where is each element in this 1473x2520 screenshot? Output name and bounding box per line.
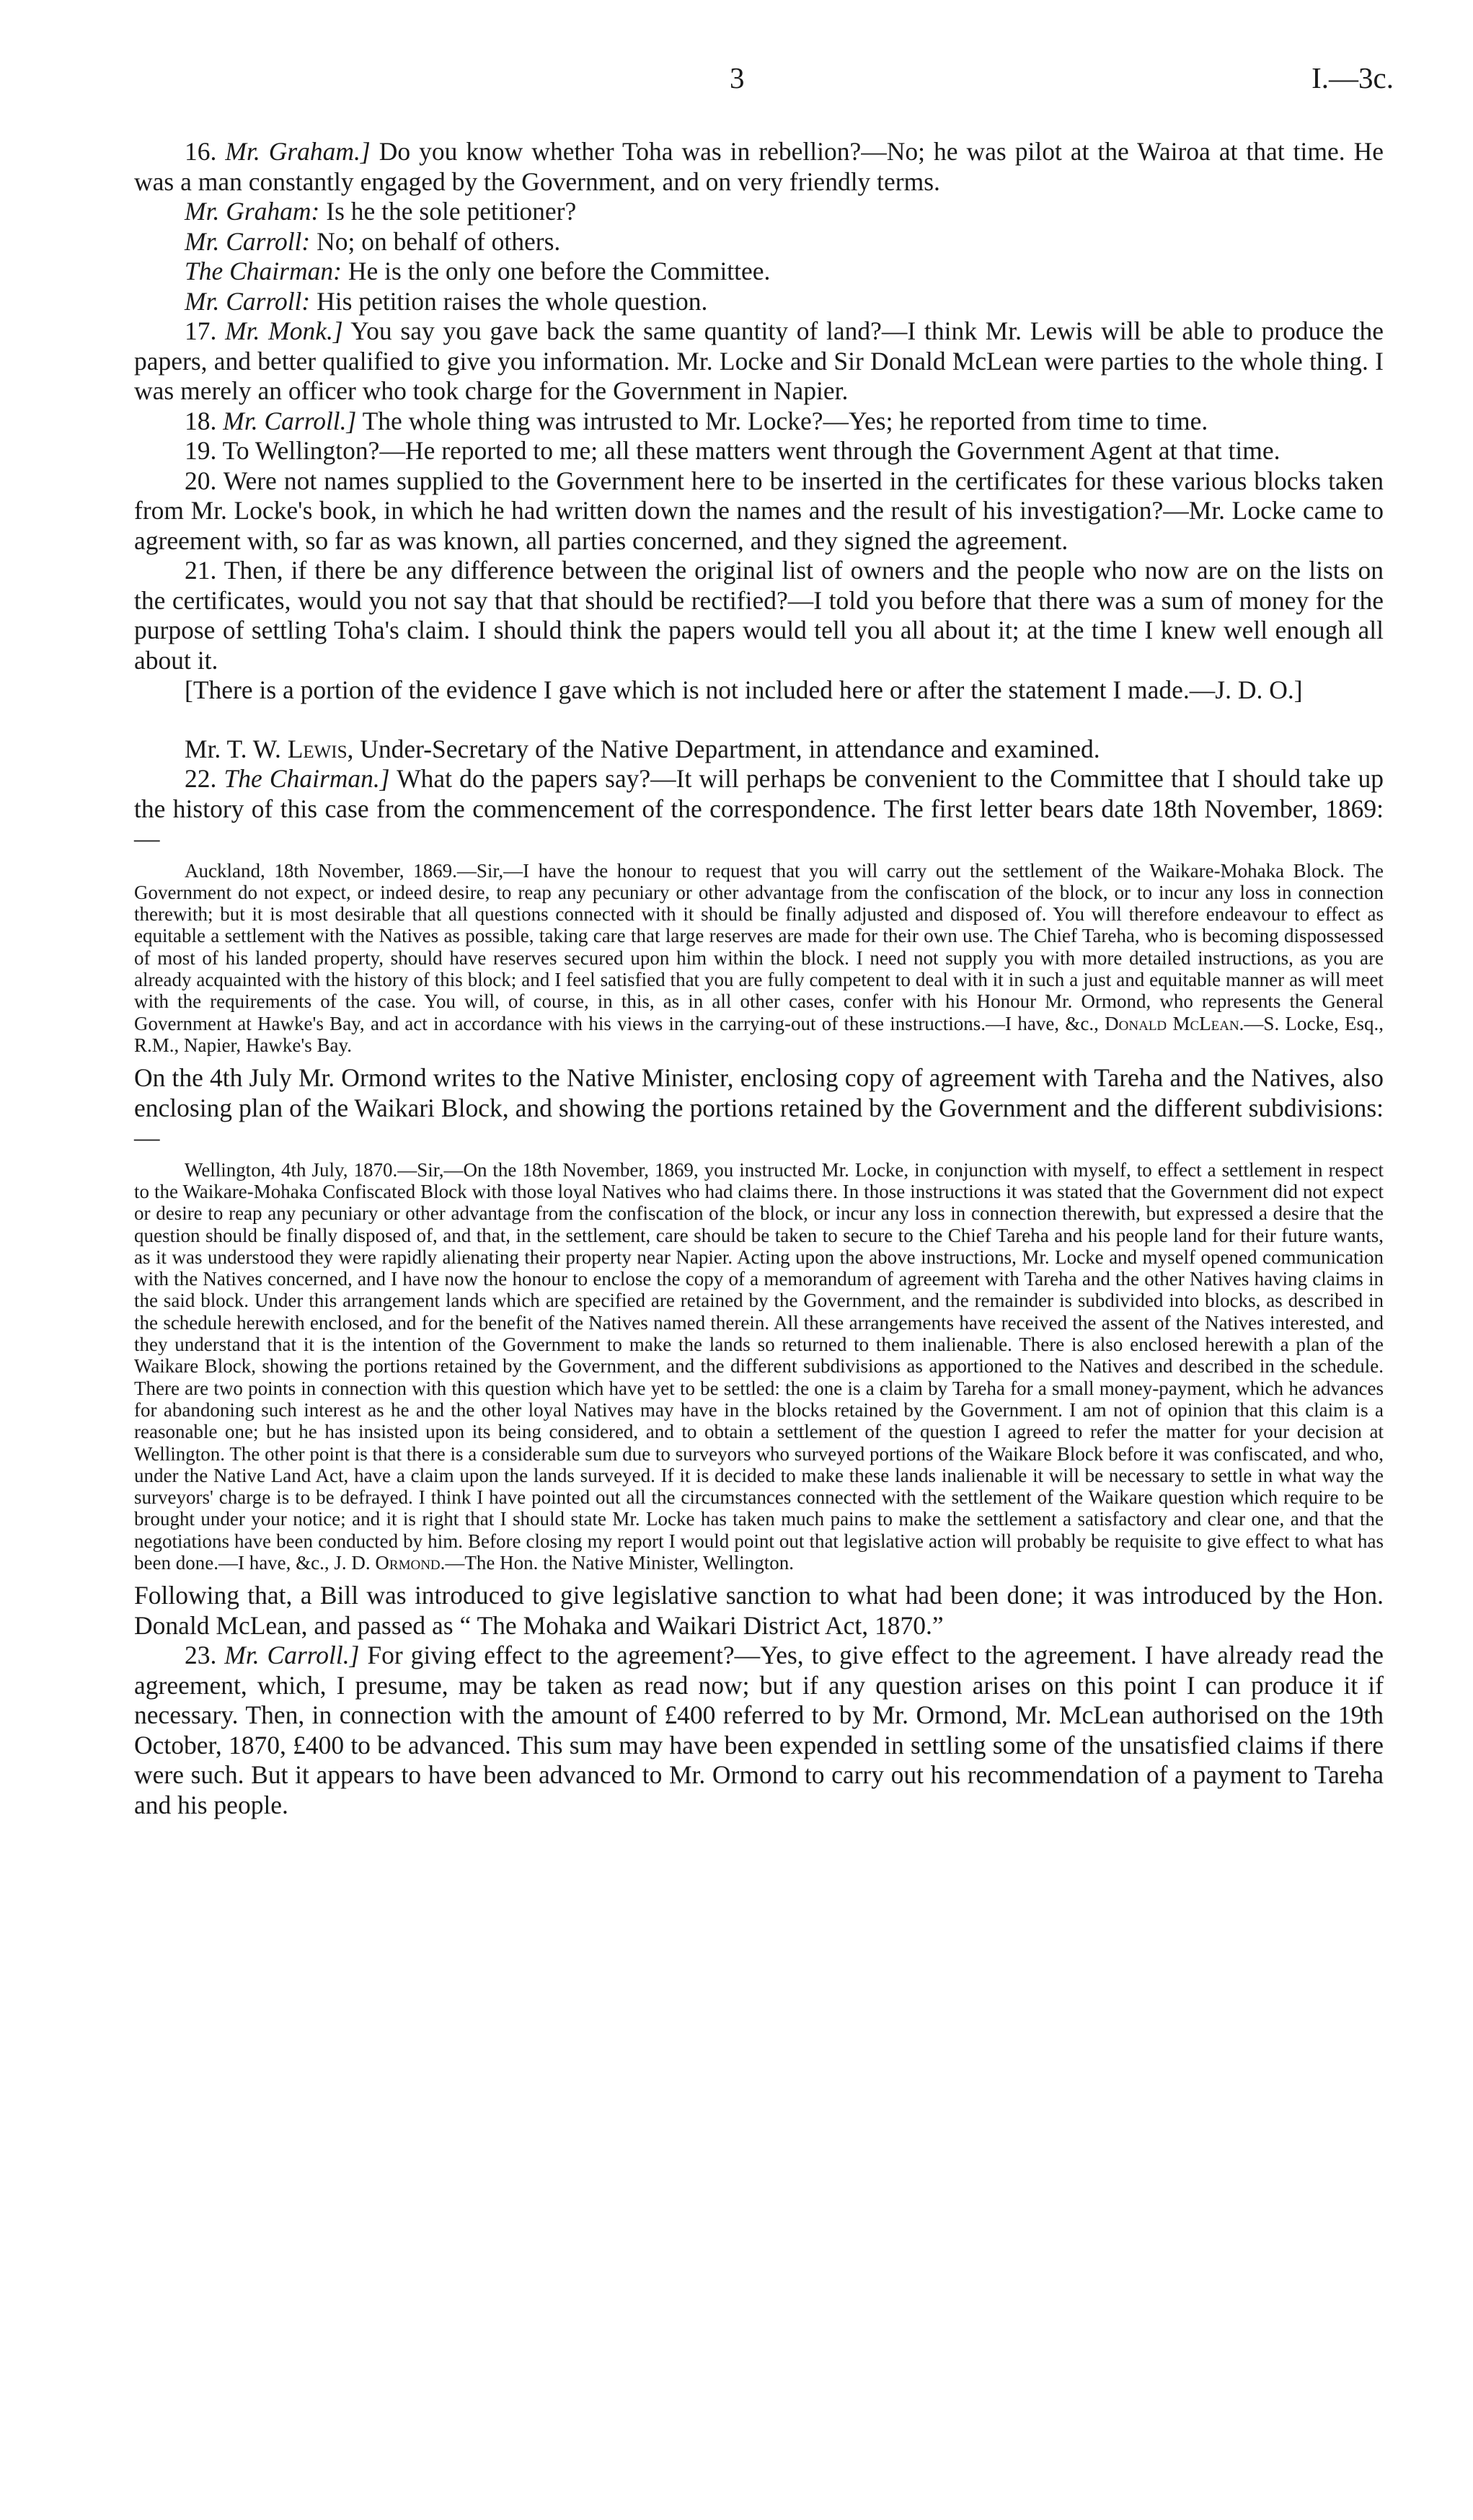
paragraph-20: 20. Were not names supplied to the Government here to be inserted in the certificates for these various blocks taken from Mr. Locke's book, in which he had written down the names and the result of his investigation?—Mr. Locke came to agreement with, so far as was known, all parties concerned, and they signed the agreement. <box>134 466 1384 555</box>
paragraph-21: 21. Then, if there be any difference between the original list of owners and the people who now are on the lists on the certificates, would you not say that that should be rectified?—I told you before that there was a sum of money for the purpose of settling Toha's claim. I should think the papers would tell you all about it; at the time I knew well enough all about it. <box>134 556 1384 675</box>
exchange-carroll: Mr. Carroll: No; on behalf of others. <box>185 226 561 256</box>
page-number: 3 <box>730 61 745 94</box>
quoted-letter-mclean: Auckland, 18th November, 1869.—Sir,—I have the honour to request that you will carry out the settlement of the Waikare-Mohaka Block. The Government do not expect, or indeed desire, to reap any pecuniary or other advantage from the confiscation of the block, or to incur any loss in connection therewith; but it is most desirable that all questions connected with it should be finally adjusted and disposed of. You will therefore endeavour to effect as equitable a settlement with the Natives as possible, taking care that large reserves are made for their own use. The Chief Tareha, who is becoming dispossessed of most of his landed property, should have reserves secured upon him within the block. I need not supply you with more detailed instructions, as you are already acquainted with the history of this block; and I feel satisfied that you are fully competent to deal with it in such a just and equitable manner as will meet with the requirements of the case. You will, of course, in this, as in all other cases, confer with his Honour Mr. Ormond, who represents the General Government at Hawke's Bay, and act in accordance with his views in the carrying-out of these instructions.—I have, &c., Donald McLean.—S. Locke, Esq., R.M., Napier, Hawke's Bay. <box>134 859 1384 1056</box>
paragraph-23: 23. Mr. Carroll.] For giving effect to the agreement?—Yes, to give effect to the agreement. I have already read the agreement, which, I presume, may be taken as read now; but if any question arises on this point I can produce it if necessary. Then, in connection with the amount of £400 referred to by Mr. Ormond, Mr. McLean authorised on the 19th October, 1870, £400 to be advanced. This sum may have been expended in settling some of the unsatisfied claims if there were such. But it appears to have been advanced to Mr. Ormond to carry out his recommendation of a payment to Tareha and his people. <box>134 1641 1384 1819</box>
exchange-carroll-2: Mr. Carroll: His petition raises the whole question. <box>185 286 708 316</box>
paragraph-16: 16. Mr. Graham.] Do you know whether Toha was in rebellion?—No; he was pilot at the Wairoa at that time. He was a man constantly engaged by the Government, and on very friendly terms. <box>134 137 1384 196</box>
exchange-chairman: The Chairman: He is the only one before the Committee. <box>185 257 771 285</box>
witness-heading: Mr. T. W. Lewis, Under-Secretary of the Native Department, in attendance and examined. <box>185 734 1100 763</box>
bracketed-note: [There is a portion of the evidence I gave which is not included here or after the statement I made.—J. D. O.] <box>185 675 1303 704</box>
quoted-letter-ormond: Wellington, 4th July, 1870.—Sir,—On the 18th November, 1869, you instructed Mr. Locke, in conjunction with myself, to effect a settlement in respect to the Waikare-Mohaka Confiscated Block with those loyal Natives who had claims there. In those instructions it was stated that the Government did not expect or desire to reap any pecuniary or other advantage from the confiscation of the block, or incur any loss in connection therewith, but expressed a desire that the question should be finally disposed of, and that, in the settlement, care should be taken to secure to the Chief Tareha and his people land for their future wants, as it was understood they were rapidly alienating their property near Napier. Acting upon the above instructions, Mr. Locke and myself opened communication with the Natives concerned, and I have now the honour to enclose the copy of a memorandum of agreement with Tareha and the other Natives having claims in the said block. Under this arrangement lands which are specified are retained by the Government, and the remainder is subdivided into blocks, as described in the schedule herewith enclosed, and for the benefit of the Natives named therein. All these arrangements have received the assent of the Natives interested, and they understand that it is the intention of the Government to make the lands so returned to them inalienable. There is also enclosed herewith a plan of the Waikare Block, showing the portions retained by the Government, and the different subdivisions as apportioned to the Natives and described in the schedule. There are two points in connection with this question which have yet to be settled: the one is a claim by Tareha for a small money-payment, which he advances for abandoning such interest as he and the other loyal Natives may have in the blocks retained by the Government. I am not of opinion that this claim is a reasonable one; but he has insisted upon its being considered, and to obtain a settlement of the question I agreed to refer the matter for your decision at Wellington. The other point is that there is a considerable sum due to surveyors who surveyed portions of the Waikare Block before it was confiscated, and who, under the Native Land Act, have a claim upon the lands surveyed. If it is decided to make these lands inalienable it will be necessary to settle in what way the surveyors' charge is to be defrayed. I think I have pointed out all the circumstances connected with the settlement of the Waikare question which require to be brought under your notice; and it is right that I should state Mr. Locke has taken much pains to make the settlement a satisfactory and clear one, and that the negotiations have been conducted by him. Before closing my report I would point out that legislative action will probably be requisite to give effect to what has been done.—I have, &c., J. D. Ormond.—The Hon. the Native Minister, Wellington. <box>134 1158 1384 1574</box>
page-header <box>0 61 1473 104</box>
exchange-graham: Mr. Graham: Is he the sole petitioner? <box>185 197 577 226</box>
paragraph-19: 19. To Wellington?—He reported to me; all these matters went through the Government Agent at that time. <box>185 436 1280 465</box>
document-reference: I.—3c. <box>1311 61 1394 94</box>
body-text <box>134 137 1384 1820</box>
paragraph-17: 17. Mr. Monk.] You say you gave back the same quantity of land?—I think Mr. Lewis will be able to produce the papers, and better qualified to give you information. Mr. Locke and Sir Donald McLean were parties to the whole thing. I was merely an officer who took charge for the Government in Napier. <box>134 316 1384 405</box>
paragraph-22: 22. The Chairman.] What do the papers say?—It will perhaps be convenient to the Committee that I should take up the history of this case from the commencement of the correspondence. The first letter bears date 18th November, 1869:— <box>134 764 1384 853</box>
bridge-paragraph-ormond: On the 4th July Mr. Ormond writes to the Native Minister, enclosing copy of agreement with Tareha and the Natives, also enclosing plan of the Waikari Block, and showing the portions retained by the Government and the different subdivisions:— <box>134 1063 1384 1153</box>
bridge-paragraph-bill: Following that, a Bill was introduced to give legislative sanction to what had been done; it was introduced by the Hon. Donald McLean, and passed as “ The Mohaka and Waikari District Act, 1870.” <box>134 1581 1384 1640</box>
paragraph-18: 18. Mr. Carroll.] The whole thing was intrusted to Mr. Locke?—Yes; he reported from time to time. <box>185 406 1208 435</box>
